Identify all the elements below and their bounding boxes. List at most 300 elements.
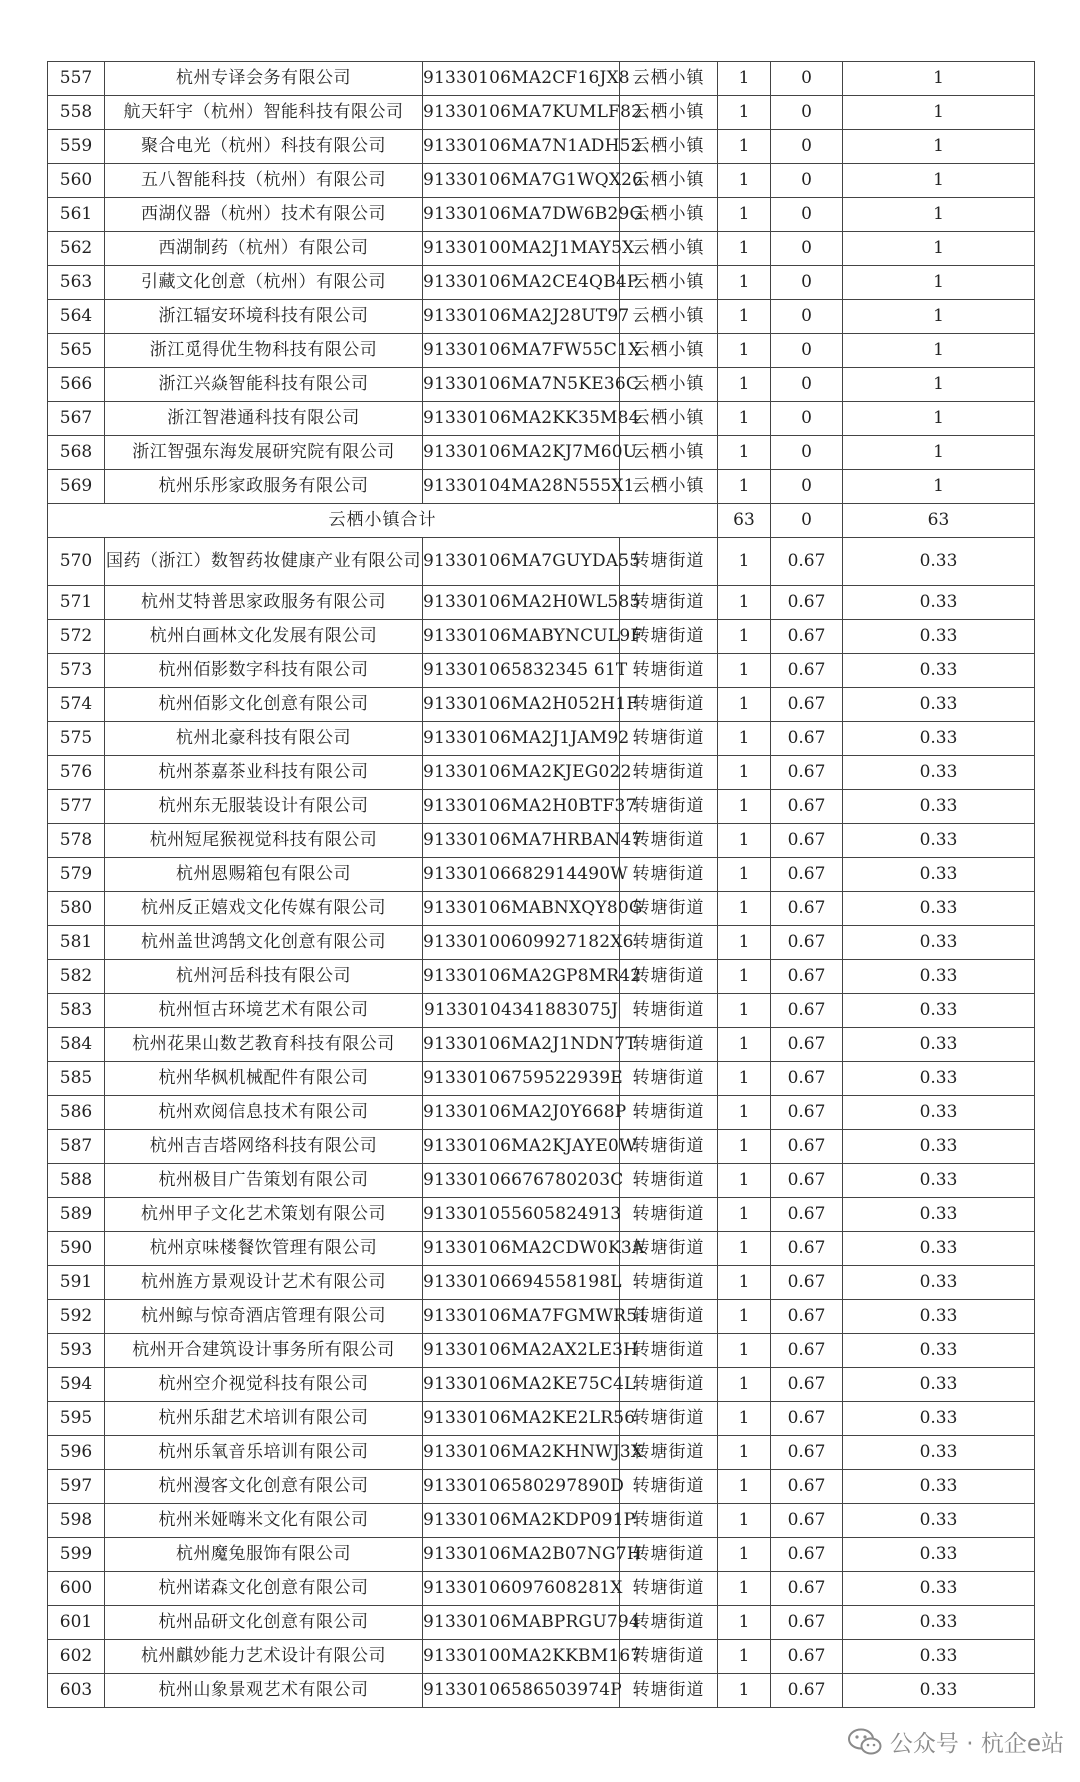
cell-area: 转塘街道 bbox=[620, 722, 718, 756]
cell-name: 杭州乐甜艺术培训有限公司 bbox=[105, 1402, 423, 1436]
cell-v3: 0.33 bbox=[843, 1368, 1035, 1402]
cell-v1: 1 bbox=[718, 960, 771, 994]
table-row bbox=[48, 1470, 1035, 1504]
table-row bbox=[48, 994, 1035, 1028]
cell-area: 转塘街道 bbox=[620, 1096, 718, 1130]
table-row bbox=[48, 790, 1035, 824]
cell-v2: 0.67 bbox=[771, 722, 843, 756]
cell-code: 91330106MA2CE4QB4P bbox=[423, 266, 620, 300]
cell-code: 91330106MA2CF16JX8 bbox=[423, 62, 620, 96]
table-row bbox=[48, 164, 1035, 198]
cell-no: 564 bbox=[48, 300, 105, 334]
cell-code: 91330106MA2H0WL585 bbox=[423, 586, 620, 620]
cell-code: 91330106MA7GUYDA55 bbox=[423, 538, 620, 586]
cell-v2: 0.67 bbox=[771, 994, 843, 1028]
cell-no: 597 bbox=[48, 1470, 105, 1504]
cell-v3: 0.33 bbox=[843, 824, 1035, 858]
cell-v1: 1 bbox=[718, 620, 771, 654]
cell-no: 583 bbox=[48, 994, 105, 1028]
cell-no: 573 bbox=[48, 654, 105, 688]
cell-code: 91330106682914490W bbox=[423, 858, 620, 892]
cell-v1: 1 bbox=[718, 858, 771, 892]
cell-v2: 0.67 bbox=[771, 654, 843, 688]
cell-v1: 1 bbox=[718, 402, 771, 436]
cell-v2: 0.67 bbox=[771, 1164, 843, 1198]
cell-v3: 0.33 bbox=[843, 1266, 1035, 1300]
cell-v1: 1 bbox=[718, 1096, 771, 1130]
cell-area: 转塘街道 bbox=[620, 824, 718, 858]
cell-no: 584 bbox=[48, 1028, 105, 1062]
cell-v2: 0.67 bbox=[771, 756, 843, 790]
table-row bbox=[48, 1300, 1035, 1334]
cell-no: 587 bbox=[48, 1130, 105, 1164]
cell-code: 91330106MA2KJEG022 bbox=[423, 756, 620, 790]
cell-no: 575 bbox=[48, 722, 105, 756]
cell-name: 西湖制药（杭州）有限公司 bbox=[105, 232, 423, 266]
cell-no: 580 bbox=[48, 892, 105, 926]
cell-name: 西湖仪器（杭州）技术有限公司 bbox=[105, 198, 423, 232]
cell-no: 559 bbox=[48, 130, 105, 164]
cell-name: 杭州麒妙能力艺术设计有限公司 bbox=[105, 1640, 423, 1674]
cell-area: 转塘街道 bbox=[620, 1436, 718, 1470]
cell-no: 579 bbox=[48, 858, 105, 892]
cell-no: 574 bbox=[48, 688, 105, 722]
cell-v1: 1 bbox=[718, 722, 771, 756]
cell-name: 杭州甲子文化艺术策划有限公司 bbox=[105, 1198, 423, 1232]
cell-v3: 0.33 bbox=[843, 620, 1035, 654]
cell-v1: 1 bbox=[718, 1130, 771, 1164]
cell-name: 杭州京味楼餐饮管理有限公司 bbox=[105, 1232, 423, 1266]
cell-v3: 0.33 bbox=[843, 586, 1035, 620]
cell-v1: 1 bbox=[718, 756, 771, 790]
table-row bbox=[48, 1504, 1035, 1538]
cell-v2: 0.67 bbox=[771, 1266, 843, 1300]
cell-name: 杭州华枫机械配件有限公司 bbox=[105, 1062, 423, 1096]
cell-name: 杭州旌方景观设计艺术有限公司 bbox=[105, 1266, 423, 1300]
cell-v3: 0.33 bbox=[843, 960, 1035, 994]
cell-v1: 1 bbox=[718, 790, 771, 824]
cell-area: 云栖小镇 bbox=[620, 470, 718, 504]
cell-area: 转塘街道 bbox=[620, 1674, 718, 1708]
cell-v2: 0.67 bbox=[771, 1606, 843, 1640]
cell-code: 91330106586503974P bbox=[423, 1674, 620, 1708]
cell-v1: 1 bbox=[718, 654, 771, 688]
cell-name: 杭州专译会务有限公司 bbox=[105, 62, 423, 96]
cell-area: 转塘街道 bbox=[620, 654, 718, 688]
cell-name: 浙江兴焱智能科技有限公司 bbox=[105, 368, 423, 402]
cell-no: 563 bbox=[48, 266, 105, 300]
cell-v2: 0 bbox=[771, 334, 843, 368]
cell-no: 561 bbox=[48, 198, 105, 232]
cell-no: 601 bbox=[48, 1606, 105, 1640]
cell-v3: 1 bbox=[843, 96, 1035, 130]
table-row bbox=[48, 402, 1035, 436]
cell-code: 91330104341883075J bbox=[423, 994, 620, 1028]
cell-v3: 0.33 bbox=[843, 1402, 1035, 1436]
table-row bbox=[48, 1028, 1035, 1062]
cell-area: 转塘街道 bbox=[620, 858, 718, 892]
cell-area: 转塘街道 bbox=[620, 1402, 718, 1436]
cell-name: 杭州米娅嗨米文化有限公司 bbox=[105, 1504, 423, 1538]
cell-v2: 0.67 bbox=[771, 892, 843, 926]
cell-no: 588 bbox=[48, 1164, 105, 1198]
cell-code: 91330106MA2KHNWJ3X bbox=[423, 1436, 620, 1470]
cell-v3: 0.33 bbox=[843, 1130, 1035, 1164]
cell-no: 589 bbox=[48, 1198, 105, 1232]
cell-v3: 1 bbox=[843, 62, 1035, 96]
cell-v3: 0.33 bbox=[843, 926, 1035, 960]
cell-code: 91330106MA2H052H1F bbox=[423, 688, 620, 722]
cell-v1: 1 bbox=[718, 164, 771, 198]
cell-code: 913301055605824913 bbox=[423, 1198, 620, 1232]
cell-area: 转塘街道 bbox=[620, 756, 718, 790]
cell-no: 585 bbox=[48, 1062, 105, 1096]
cell-no: 558 bbox=[48, 96, 105, 130]
cell-v1: 1 bbox=[718, 266, 771, 300]
cell-v1: 1 bbox=[718, 1402, 771, 1436]
cell-v1: 1 bbox=[718, 1300, 771, 1334]
cell-v3: 0.33 bbox=[843, 1062, 1035, 1096]
cell-v3: 0.33 bbox=[843, 892, 1035, 926]
cell-v3: 0.33 bbox=[843, 1198, 1035, 1232]
cell-code: 91330106580297890D bbox=[423, 1470, 620, 1504]
cell-area: 转塘街道 bbox=[620, 538, 718, 586]
cell-name: 杭州极目广告策划有限公司 bbox=[105, 1164, 423, 1198]
cell-code: 91330106MA2J0Y668P bbox=[423, 1096, 620, 1130]
cell-name: 杭州佰影数字科技有限公司 bbox=[105, 654, 423, 688]
cell-no: 602 bbox=[48, 1640, 105, 1674]
cell-name: 五八智能科技（杭州）有限公司 bbox=[105, 164, 423, 198]
cell-no: 566 bbox=[48, 368, 105, 402]
cell-code: 913301065832345 61T bbox=[423, 654, 620, 688]
subtotal-v3: 63 bbox=[843, 504, 1035, 538]
cell-area: 云栖小镇 bbox=[620, 300, 718, 334]
table-row bbox=[48, 1674, 1035, 1708]
cell-area: 云栖小镇 bbox=[620, 266, 718, 300]
cell-v2: 0 bbox=[771, 96, 843, 130]
cell-name: 杭州佰影文化创意有限公司 bbox=[105, 688, 423, 722]
cell-code: 91330106MA2H0BTF37 bbox=[423, 790, 620, 824]
cell-v3: 1 bbox=[843, 164, 1035, 198]
table-row bbox=[48, 654, 1035, 688]
cell-area: 转塘街道 bbox=[620, 1334, 718, 1368]
watermark-text: 公众号 · 杭企e站 bbox=[889, 1731, 1064, 1757]
cell-code: 91330100609927182X6 bbox=[423, 926, 620, 960]
cell-v3: 1 bbox=[843, 266, 1035, 300]
cell-v3: 1 bbox=[843, 470, 1035, 504]
cell-code: 91330106MABNXQY80G bbox=[423, 892, 620, 926]
subtotal-v2: 0 bbox=[771, 504, 843, 538]
cell-v3: 0.33 bbox=[843, 790, 1035, 824]
cell-v2: 0 bbox=[771, 164, 843, 198]
cell-v2: 0.67 bbox=[771, 824, 843, 858]
cell-area: 云栖小镇 bbox=[620, 198, 718, 232]
cell-v2: 0.67 bbox=[771, 790, 843, 824]
cell-v3: 1 bbox=[843, 402, 1035, 436]
cell-area: 转塘街道 bbox=[620, 620, 718, 654]
cell-code: 91330106MA2KK35M84 bbox=[423, 402, 620, 436]
table-row bbox=[48, 1368, 1035, 1402]
cell-v2: 0.67 bbox=[771, 1232, 843, 1266]
subtotal-v1: 63 bbox=[718, 504, 771, 538]
watermark bbox=[848, 1725, 1064, 1758]
cell-code: 91330106MA7FW55C1X bbox=[423, 334, 620, 368]
cell-v1: 1 bbox=[718, 198, 771, 232]
cell-area: 转塘街道 bbox=[620, 1198, 718, 1232]
subtotal-label: 云栖小镇合计 bbox=[48, 504, 718, 538]
cell-code: 91330106676780203C bbox=[423, 1164, 620, 1198]
cell-v1: 1 bbox=[718, 300, 771, 334]
cell-v2: 0.67 bbox=[771, 1402, 843, 1436]
cell-v3: 0.33 bbox=[843, 1572, 1035, 1606]
cell-v1: 1 bbox=[718, 470, 771, 504]
cell-name: 杭州艾特普思家政服务有限公司 bbox=[105, 586, 423, 620]
cell-no: 570 bbox=[48, 538, 105, 586]
cell-code: 91330106MABYNCUL9F bbox=[423, 620, 620, 654]
cell-name: 杭州山象景观艺术有限公司 bbox=[105, 1674, 423, 1708]
cell-area: 转塘街道 bbox=[620, 1266, 718, 1300]
cell-code: 91330106MA7HRBAN47 bbox=[423, 824, 620, 858]
cell-area: 转塘街道 bbox=[620, 1606, 718, 1640]
cell-name: 杭州欢阅信息技术有限公司 bbox=[105, 1096, 423, 1130]
cell-no: 598 bbox=[48, 1504, 105, 1538]
cell-code: 91330106759522939E bbox=[423, 1062, 620, 1096]
cell-v2: 0 bbox=[771, 300, 843, 334]
cell-name: 杭州花果山数艺教育科技有限公司 bbox=[105, 1028, 423, 1062]
cell-v1: 1 bbox=[718, 926, 771, 960]
cell-code: 91330106MA7FGMWR51 bbox=[423, 1300, 620, 1334]
cell-code: 91330106MA2CDW0K3A bbox=[423, 1232, 620, 1266]
table-row bbox=[48, 1198, 1035, 1232]
table-row bbox=[48, 1232, 1035, 1266]
table-row bbox=[48, 538, 1035, 586]
table-row bbox=[48, 368, 1035, 402]
cell-code: 91330106MA7N1ADH52 bbox=[423, 130, 620, 164]
cell-name: 国药（浙江）数智药妆健康产业有限公司 bbox=[105, 538, 423, 586]
cell-v3: 1 bbox=[843, 300, 1035, 334]
cell-v1: 1 bbox=[718, 994, 771, 1028]
table-row bbox=[48, 334, 1035, 368]
cell-v3: 0.33 bbox=[843, 756, 1035, 790]
cell-v1: 1 bbox=[718, 232, 771, 266]
cell-v2: 0.67 bbox=[771, 858, 843, 892]
cell-v2: 0.67 bbox=[771, 1504, 843, 1538]
cell-name: 杭州诺森文化创意有限公司 bbox=[105, 1572, 423, 1606]
cell-no: 576 bbox=[48, 756, 105, 790]
cell-v3: 0.33 bbox=[843, 1300, 1035, 1334]
table-body bbox=[48, 62, 1035, 1708]
cell-name: 杭州品研文化创意有限公司 bbox=[105, 1606, 423, 1640]
cell-v3: 0.33 bbox=[843, 654, 1035, 688]
cell-v3: 0.33 bbox=[843, 1164, 1035, 1198]
cell-v1: 1 bbox=[718, 538, 771, 586]
table-row bbox=[48, 960, 1035, 994]
cell-v1: 1 bbox=[718, 586, 771, 620]
cell-name: 杭州恩赐箱包有限公司 bbox=[105, 858, 423, 892]
cell-v1: 1 bbox=[718, 1164, 771, 1198]
table-row bbox=[48, 96, 1035, 130]
cell-v1: 1 bbox=[718, 824, 771, 858]
cell-v2: 0 bbox=[771, 470, 843, 504]
cell-v1: 1 bbox=[718, 1674, 771, 1708]
cell-area: 转塘街道 bbox=[620, 586, 718, 620]
cell-v3: 0.33 bbox=[843, 1470, 1035, 1504]
cell-name: 杭州短尾猴视觉科技有限公司 bbox=[105, 824, 423, 858]
cell-v2: 0.67 bbox=[771, 1674, 843, 1708]
cell-name: 杭州乐彤家政服务有限公司 bbox=[105, 470, 423, 504]
cell-no: 557 bbox=[48, 62, 105, 96]
cell-area: 转塘街道 bbox=[620, 1130, 718, 1164]
cell-code: 91330106MA2AX2LE3H bbox=[423, 1334, 620, 1368]
cell-no: 600 bbox=[48, 1572, 105, 1606]
table-row bbox=[48, 756, 1035, 790]
table-row bbox=[48, 722, 1035, 756]
table-row bbox=[48, 892, 1035, 926]
table-row bbox=[48, 1606, 1035, 1640]
cell-v2: 0.67 bbox=[771, 1334, 843, 1368]
cell-code: 91330106MA2KJ7M60U bbox=[423, 436, 620, 470]
cell-area: 云栖小镇 bbox=[620, 130, 718, 164]
cell-v2: 0.67 bbox=[771, 1198, 843, 1232]
cell-code: 91330104MA28N555X1 bbox=[423, 470, 620, 504]
cell-v1: 1 bbox=[718, 1028, 771, 1062]
table-row bbox=[48, 1334, 1035, 1368]
cell-v3: 0.33 bbox=[843, 1504, 1035, 1538]
cell-v1: 1 bbox=[718, 1198, 771, 1232]
table-row bbox=[48, 824, 1035, 858]
cell-v1: 1 bbox=[718, 892, 771, 926]
cell-name: 航天轩宇（杭州）智能科技有限公司 bbox=[105, 96, 423, 130]
table-row bbox=[48, 300, 1035, 334]
cell-v2: 0.67 bbox=[771, 1538, 843, 1572]
cell-area: 云栖小镇 bbox=[620, 368, 718, 402]
cell-name: 杭州魔兔服饰有限公司 bbox=[105, 1538, 423, 1572]
cell-name: 杭州河岳科技有限公司 bbox=[105, 960, 423, 994]
table-row bbox=[48, 1538, 1035, 1572]
cell-v2: 0.67 bbox=[771, 926, 843, 960]
cell-v1: 1 bbox=[718, 1334, 771, 1368]
cell-v2: 0 bbox=[771, 62, 843, 96]
cell-v1: 1 bbox=[718, 1062, 771, 1096]
cell-area: 转塘街道 bbox=[620, 790, 718, 824]
cell-area: 云栖小镇 bbox=[620, 96, 718, 130]
cell-v3: 0.33 bbox=[843, 1096, 1035, 1130]
cell-no: 567 bbox=[48, 402, 105, 436]
cell-no: 581 bbox=[48, 926, 105, 960]
cell-area: 转塘街道 bbox=[620, 1062, 718, 1096]
cell-no: 568 bbox=[48, 436, 105, 470]
cell-v3: 0.33 bbox=[843, 1232, 1035, 1266]
cell-code: 91330106MA2KDP091P bbox=[423, 1504, 620, 1538]
cell-v2: 0.67 bbox=[771, 1130, 843, 1164]
cell-v1: 1 bbox=[718, 1640, 771, 1674]
cell-area: 转塘街道 bbox=[620, 1538, 718, 1572]
cell-area: 转塘街道 bbox=[620, 1232, 718, 1266]
cell-area: 云栖小镇 bbox=[620, 402, 718, 436]
cell-v3: 1 bbox=[843, 436, 1035, 470]
cell-v2: 0 bbox=[771, 232, 843, 266]
cell-v3: 0.33 bbox=[843, 1028, 1035, 1062]
cell-v2: 0.67 bbox=[771, 960, 843, 994]
cell-v3: 1 bbox=[843, 334, 1035, 368]
cell-code: 91330106MA7N5KE36C bbox=[423, 368, 620, 402]
cell-no: 565 bbox=[48, 334, 105, 368]
table-row bbox=[48, 198, 1035, 232]
cell-no: 594 bbox=[48, 1368, 105, 1402]
cell-v3: 0.33 bbox=[843, 1606, 1035, 1640]
cell-v1: 1 bbox=[718, 1572, 771, 1606]
cell-area: 转塘街道 bbox=[620, 1640, 718, 1674]
cell-no: 591 bbox=[48, 1266, 105, 1300]
cell-area: 云栖小镇 bbox=[620, 62, 718, 96]
cell-area: 转塘街道 bbox=[620, 926, 718, 960]
cell-v1: 1 bbox=[718, 1504, 771, 1538]
table-row bbox=[48, 620, 1035, 654]
cell-v2: 0 bbox=[771, 130, 843, 164]
cell-v1: 1 bbox=[718, 1538, 771, 1572]
cell-area: 云栖小镇 bbox=[620, 232, 718, 266]
table-row bbox=[48, 1096, 1035, 1130]
cell-area: 转塘街道 bbox=[620, 1028, 718, 1062]
cell-v3: 0.33 bbox=[843, 1334, 1035, 1368]
table-row bbox=[48, 1640, 1035, 1674]
cell-v1: 1 bbox=[718, 688, 771, 722]
cell-code: 91330106MA2KE75C4L bbox=[423, 1368, 620, 1402]
cell-v1: 1 bbox=[718, 368, 771, 402]
cell-area: 转塘街道 bbox=[620, 1164, 718, 1198]
cell-v2: 0 bbox=[771, 198, 843, 232]
cell-v2: 0.67 bbox=[771, 1300, 843, 1334]
table-row bbox=[48, 1402, 1035, 1436]
table-row bbox=[48, 470, 1035, 504]
cell-v3: 1 bbox=[843, 368, 1035, 402]
cell-code: 91330106MA2KJAYE0W bbox=[423, 1130, 620, 1164]
table-row bbox=[48, 858, 1035, 892]
cell-name: 聚合电光（杭州）科技有限公司 bbox=[105, 130, 423, 164]
cell-code: 91330106MA2KE2LR56 bbox=[423, 1402, 620, 1436]
cell-code: 91330106MA2J28UT97 bbox=[423, 300, 620, 334]
cell-v1: 1 bbox=[718, 130, 771, 164]
cell-name: 杭州乐氧音乐培训有限公司 bbox=[105, 1436, 423, 1470]
cell-v2: 0.67 bbox=[771, 620, 843, 654]
cell-no: 572 bbox=[48, 620, 105, 654]
cell-v3: 0.33 bbox=[843, 722, 1035, 756]
cell-v3: 1 bbox=[843, 232, 1035, 266]
cell-v1: 1 bbox=[718, 62, 771, 96]
table-row bbox=[48, 266, 1035, 300]
table-row bbox=[48, 586, 1035, 620]
cell-name: 杭州空介视觉科技有限公司 bbox=[105, 1368, 423, 1402]
cell-no: 571 bbox=[48, 586, 105, 620]
cell-v2: 0.67 bbox=[771, 1368, 843, 1402]
cell-v3: 0.33 bbox=[843, 1640, 1035, 1674]
cell-name: 杭州开合建筑设计事务所有限公司 bbox=[105, 1334, 423, 1368]
cell-no: 603 bbox=[48, 1674, 105, 1708]
cell-v3: 0.33 bbox=[843, 1538, 1035, 1572]
table-row bbox=[48, 1130, 1035, 1164]
cell-code: 91330106694558198L bbox=[423, 1266, 620, 1300]
cell-v2: 0.67 bbox=[771, 1640, 843, 1674]
cell-v2: 0 bbox=[771, 266, 843, 300]
cell-area: 转塘街道 bbox=[620, 960, 718, 994]
cell-code: 91330106MA7DW6B29G bbox=[423, 198, 620, 232]
cell-no: 592 bbox=[48, 1300, 105, 1334]
table-row bbox=[48, 688, 1035, 722]
cell-v2: 0.67 bbox=[771, 538, 843, 586]
cell-name: 杭州茶嘉茶业科技有限公司 bbox=[105, 756, 423, 790]
table-row bbox=[48, 62, 1035, 96]
cell-v2: 0.67 bbox=[771, 1470, 843, 1504]
